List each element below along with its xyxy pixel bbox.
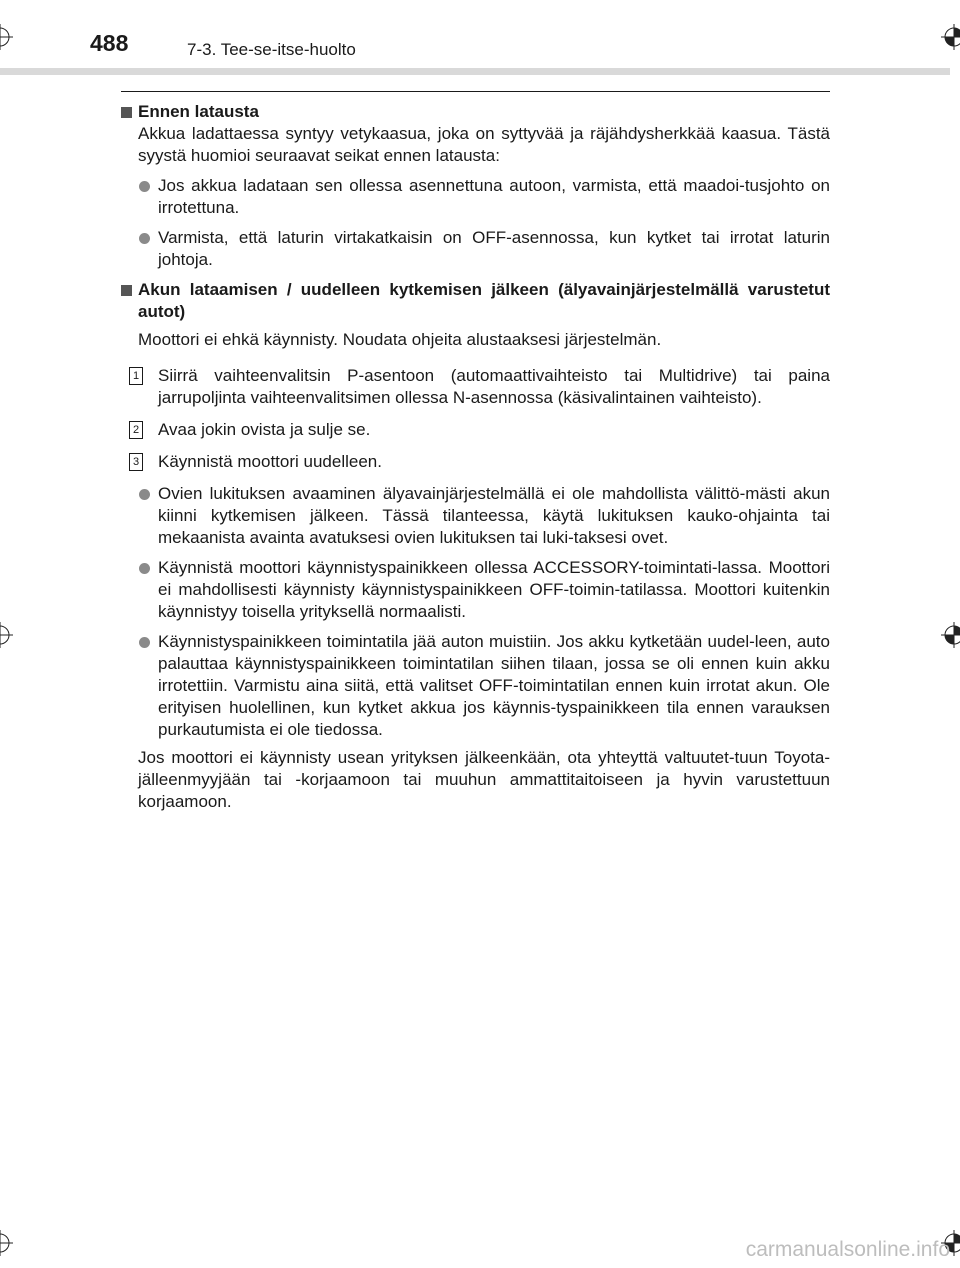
square-bullet-icon: [121, 107, 132, 118]
section-heading: Akun lataamisen / uudelleen kytkemisen jälkeen (älyavainjärjestelmällä varustetut autot): [121, 279, 830, 323]
section-heading: Ennen latausta: [121, 101, 830, 123]
header-bar: [0, 68, 950, 75]
watermark: carmanualsonline.info: [745, 1238, 950, 1261]
bullet-item: Varmista, että laturin virtakatkaisin on OFF-asennossa, kun kytket tai irrotat laturin johtoja.: [121, 227, 830, 271]
step-number: 3: [129, 453, 143, 471]
section-intro: Moottori ei ehkä käynnisty. Noudata ohjeita alustaaksesi järjestelmän.: [138, 330, 662, 349]
circle-bullet-icon: [139, 637, 150, 648]
registration-mark-icon: [941, 622, 960, 648]
circle-bullet-icon: [139, 233, 150, 244]
bullet-item: Ovien lukituksen avaaminen älyavainjärjestelmällä ei ole mahdollista välittö-mästi akun kiinni kytkemisen jälkeen. Tässä tilanteessa, käytä lukituksen kauko-ohjainta tai mekaanista avainta avatuksesi ovien lukituksen tai luki-taksesi ovet.: [121, 483, 830, 549]
circle-bullet-icon: [139, 563, 150, 574]
bullet-item: Käynnistä moottori käynnistyspainikkeen ollessa ACCESSORY-toimintati-lassa. Moottori ei mahdollisesti käynnisty käynnistyspainikkeen OFF-toimin-tatilassa. Moottori kuitenkin käynnistyy toisella yrityksellä normaalisti.: [121, 557, 830, 623]
bullet-item: Käynnistyspainikkeen toimintatila jää auton muistiin. Jos akku kytketään uudel-leen, auto palauttaa käynnistyspainikkeen toimintatilan siihen tilaan, jossa se oli ennen kuin akku irrotettiin. Varmistu aina siitä, että valitset OFF-toimintatilan ennen kuin irrotat akun. Ole erityisen huolellinen, kun kytket akkua jos käynnis-tyspainikkeen tila ennen varauksen purkautumista ei ole tiedossa.: [121, 631, 830, 741]
bullet-item: Jos akkua ladataan sen ollessa asennettuna autoon, varmista, että maadoi-tusjohto on irrotettuna.: [121, 175, 830, 219]
step-number: 2: [129, 421, 143, 439]
registration-mark-icon: [0, 24, 13, 50]
header-divider: [121, 91, 830, 92]
step-number: 1: [129, 367, 143, 385]
circle-bullet-icon: [139, 181, 150, 192]
registration-mark-icon: [941, 24, 960, 50]
step-item: 1 Siirrä vaihteenvalitsin P-asentoon (automaattivaihteisto tai Multidrive) tai paina jarrupoljinta vaihteenvalitsimen ollessa N-asennossa (käsivalintainen vaihteisto).: [121, 365, 830, 409]
closing-paragraph: Jos moottori ei käynnisty usean yrityksen jälkeenkään, ota yhteyttä valtuutet-tuun Toyota-jälleenmyyjään tai -korjaamoon tai muuhun ammattitaitoiseen ja hyvin varustettuun korjaamoon.: [138, 748, 830, 811]
page-number: 488: [90, 30, 129, 56]
section-intro: Akkua ladattaessa syntyy vetykaasua, joka on syttyvää ja räjähdysherkkää kaasua. Tästä syystä huomioi seuraavat seikat ennen latausta:: [138, 124, 830, 165]
circle-bullet-icon: [139, 489, 150, 500]
step-item: 3 Käynnistä moottori uudelleen.: [121, 451, 830, 473]
step-item: 2 Avaa jokin ovista ja sulje se.: [121, 419, 830, 441]
square-bullet-icon: [121, 285, 132, 296]
section-title: 7-3. Tee-se-itse-huolto: [187, 40, 356, 59]
registration-mark-icon: [0, 1230, 13, 1256]
page-content: [121, 101, 830, 813]
registration-mark-icon: [0, 622, 13, 648]
